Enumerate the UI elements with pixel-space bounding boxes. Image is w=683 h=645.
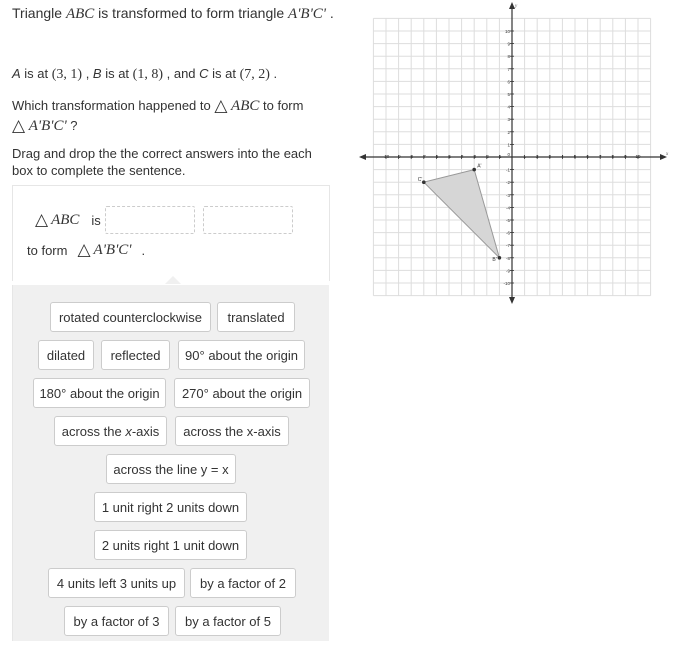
choice-180-origin[interactable]: 180° about the origin (33, 378, 166, 408)
tray-caret (165, 276, 181, 284)
which-mid: to form (259, 98, 304, 113)
point-b-text: is at (101, 66, 133, 81)
triangle-symbol-icon: △ (214, 96, 228, 116)
y-tick-label: -1 (505, 167, 510, 173)
drop-zone-1[interactable] (105, 206, 195, 234)
x-tick-label: -5 (446, 154, 452, 159)
point-a-text: is at (20, 66, 52, 81)
choice-4-left-3-up[interactable]: 4 units left 3 units up (48, 568, 185, 598)
y-tick-label: -4 (505, 205, 510, 211)
choice-dilated[interactable]: dilated (38, 340, 94, 370)
x-tick-label: -4 (459, 154, 464, 159)
y-tick-label: -7 (505, 243, 510, 249)
point-c-coord: (7, 2) (239, 67, 270, 82)
x-tick-label: -10 (382, 154, 390, 159)
which-abc: ABC (231, 98, 260, 114)
point-c-sep: , and (163, 66, 200, 81)
which-question (12, 96, 303, 136)
x-tick-label: -7 (421, 154, 426, 159)
x-tick-label: 8 (611, 154, 615, 159)
x-tick-label: -1 (497, 154, 502, 159)
y-tick-label: -9 (505, 268, 510, 274)
choice-factor-3[interactable]: by a factor of 3 (64, 606, 169, 636)
x-tick-label: 6 (586, 154, 589, 159)
y-tick-label: 3 (507, 117, 510, 123)
coordinate-graph (355, 0, 675, 305)
title-prefix: Triangle (12, 5, 66, 21)
choice-1-right-2-down[interactable]: 1 unit right 2 units down (94, 492, 247, 522)
vertex-label: B' (492, 256, 497, 263)
point-c-text: is at (208, 66, 240, 81)
choice-90-origin[interactable]: 90° about the origin (178, 340, 305, 370)
x-tick-label: 5 (573, 154, 577, 159)
point-a-coord: (3, 1) (51, 67, 83, 82)
y-tick-label: -2 (505, 180, 510, 186)
vertex-point (472, 168, 476, 172)
instruction-text: Drag and drop the the correct answers into the each box to complete the sentence. (12, 146, 312, 178)
triangle-symbol-icon: △ (35, 210, 49, 230)
x-tick-label: -6 (434, 154, 439, 159)
triangle-symbol-icon: △ (12, 116, 26, 136)
vertex-label: A' (477, 163, 482, 170)
choice-translated[interactable]: translated (217, 302, 295, 332)
drop-zone-2[interactable] (203, 206, 293, 234)
choice-reflected[interactable]: reflected (101, 340, 170, 370)
x-tick-label: 2 (535, 154, 539, 159)
choice-across-x-axis-2[interactable]: across the x-axis (175, 416, 289, 446)
choice-line-y-x[interactable]: across the line y = x (106, 454, 236, 484)
vertex-point (498, 256, 502, 260)
y-tick-label: -3 (505, 192, 510, 198)
point-a-label: A (12, 66, 21, 81)
title-abc: ABC (65, 6, 95, 22)
y-tick-label: 6 (507, 79, 510, 85)
y-tick-label: -10 (503, 281, 510, 286)
y-tick-label: -5 (505, 218, 510, 223)
point-b-coord: (1, 8) (132, 67, 163, 82)
answer-is-text: is (91, 212, 101, 228)
answer-line-1 (35, 206, 293, 234)
x-tick-label: 10 (635, 154, 641, 159)
title-mid: is transformed to form triangle (94, 5, 289, 21)
choice-rotated-ccw[interactable]: rotated counterclockwise (50, 302, 211, 332)
triangle-plot (418, 164, 501, 263)
answer-sentence-box (12, 185, 330, 281)
point-c-label: C (199, 66, 209, 81)
x-tick-label: 3 (548, 154, 552, 159)
y-tick-label: 8 (507, 54, 510, 60)
y-axis-label: y (515, 4, 518, 9)
y-tick-label: 7 (507, 66, 510, 72)
x-axis-arrow-left-icon (359, 154, 366, 160)
title-end: . (326, 5, 334, 21)
answer-line-2 (27, 240, 145, 260)
y-tick-label: 10 (504, 29, 510, 34)
which-prefix: Which transformation happened to (12, 98, 215, 113)
y-tick-label: 9 (507, 41, 510, 47)
answer-prime: A'B'C' (93, 241, 132, 258)
x-tick-label: 9 (624, 154, 627, 159)
y-axis-arrow-down-icon (509, 297, 515, 304)
choice-factor-2[interactable]: by a factor of 2 (190, 568, 296, 598)
y-tick-label: 1 (507, 142, 510, 148)
which-prime: A'B'C' (28, 118, 67, 134)
x-tick-label: -9 (396, 154, 401, 159)
choice-factor-5[interactable]: by a factor of 5 (175, 606, 281, 636)
title-prime: A'B'C' (288, 6, 327, 22)
x-tick-label: -2 (484, 154, 489, 159)
y-tick-label: 4 (507, 104, 510, 110)
axes (359, 2, 669, 304)
point-b-label: B (92, 66, 102, 81)
point-b-sep: , (82, 66, 93, 81)
choice-270-origin[interactable]: 270° about the origin (174, 378, 310, 408)
vertex-label: C' (417, 177, 423, 184)
y-tick-label: -8 (505, 255, 510, 261)
origin-label: 0 (507, 152, 510, 157)
y-tick-label: -6 (505, 230, 510, 236)
triangle-symbol-icon: △ (77, 240, 91, 260)
y-tick-label: 2 (507, 129, 510, 135)
which-end: ? (66, 118, 78, 133)
choice-2-right-1-down[interactable]: 2 units right 1 unit down (94, 530, 247, 560)
question-title (12, 5, 334, 23)
points-end: . (269, 66, 278, 81)
x-tick-label: 4 (561, 154, 564, 159)
choice-across-x-axis-1[interactable]: across the x-axis (54, 416, 167, 446)
answer-to-form: to form (27, 242, 68, 258)
points-statement (12, 66, 277, 83)
answer-abc: ABC (51, 211, 80, 228)
x-tick-label: -8 (409, 154, 414, 159)
x-tick-label: 1 (523, 154, 526, 159)
answer-end: . (141, 242, 146, 258)
x-tick-label: -3 (472, 154, 477, 159)
vertex-point (422, 180, 426, 184)
x-axis-label: x (666, 152, 669, 157)
x-tick-label: 7 (598, 154, 602, 159)
choices-tray (12, 285, 329, 641)
y-tick-label: 5 (507, 92, 510, 97)
